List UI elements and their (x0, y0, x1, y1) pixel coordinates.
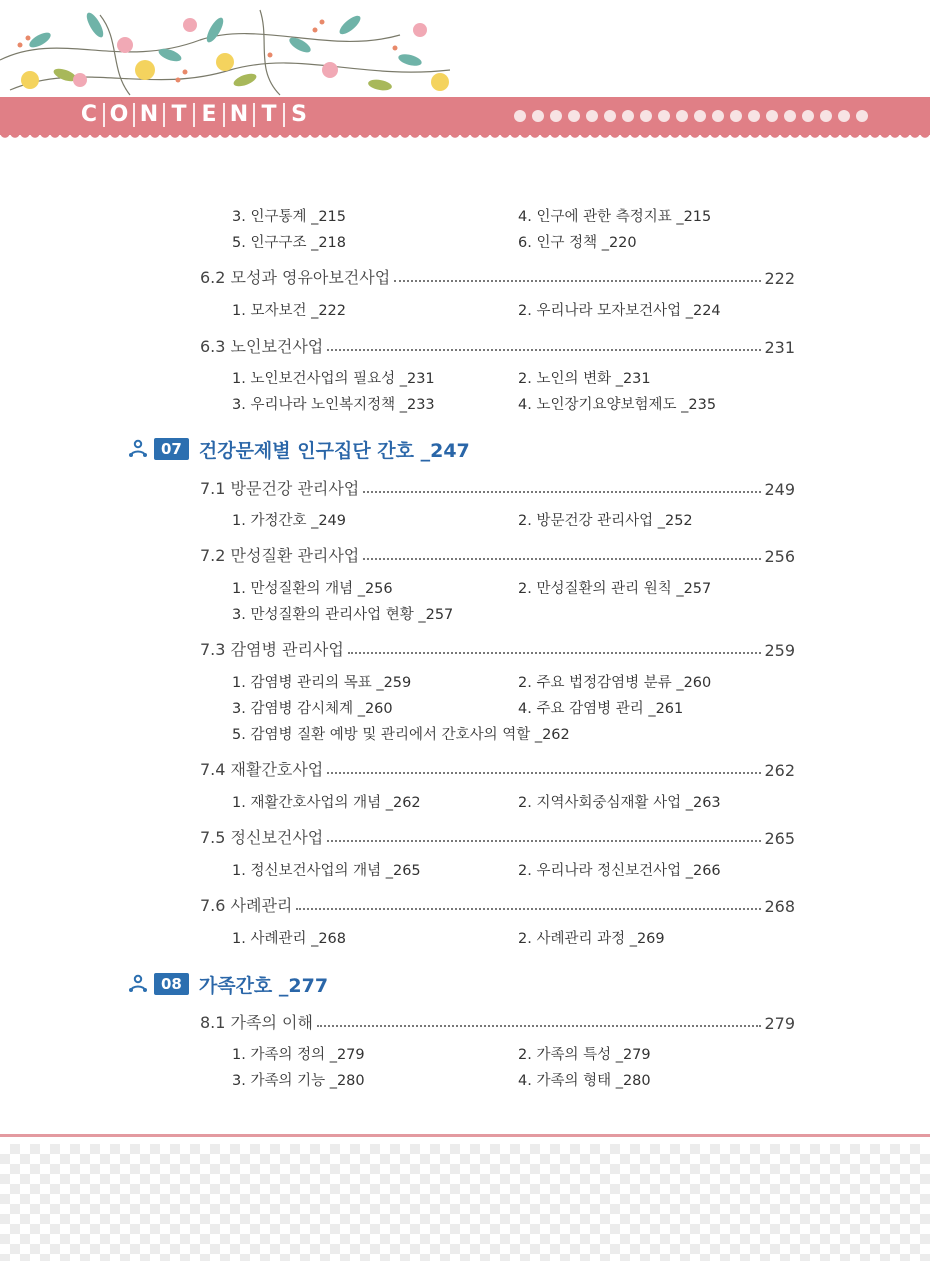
section-heading[interactable] (200, 826, 795, 848)
chapter-number: 08 (154, 973, 189, 995)
section-title: 7.1 방문건강 관리사업 (200, 479, 360, 498)
section-page: 268 (764, 897, 795, 916)
toc-entry[interactable]: 1. 노인보건사업의 필요성 _231 (232, 371, 435, 387)
chapter-number: 07 (154, 438, 189, 460)
section-title: 6.3 노인보건사업 (200, 337, 324, 356)
section-page: 231 (764, 338, 795, 357)
dot-leader (363, 491, 761, 493)
toc-entry[interactable]: 2. 우리나라 모자보건사업 _224 (518, 303, 721, 319)
section-page: 222 (764, 269, 795, 288)
section-title: 7.6 사례관리 (200, 896, 293, 915)
dot-leader (317, 1025, 762, 1027)
section-heading[interactable] (200, 758, 795, 780)
toc-entry[interactable]: 3. 인구통계 _215 (232, 209, 347, 225)
toc-entry[interactable]: 5. 인구구조 _218 (232, 235, 347, 251)
toc-entry[interactable]: 2. 만성질환의 관리 원칙 _257 (518, 581, 712, 597)
section-page: 265 (764, 829, 795, 848)
chapter-title: 건강문제별 인구집단 간호 _247 (198, 439, 470, 462)
chapter-heading[interactable] (128, 970, 328, 998)
toc-entry-row (232, 231, 812, 252)
toc-entry[interactable]: 4. 주요 감염병 관리 _261 (518, 701, 684, 717)
footer-divider (0, 1134, 930, 1137)
section-title: 7.2 만성질환 관리사업 (200, 546, 360, 565)
toc-entry-row (232, 671, 812, 692)
title-letter: O (109, 102, 129, 127)
chapter-heading[interactable] (128, 435, 470, 463)
dot-leader (327, 840, 761, 842)
toc-entry-row (232, 603, 812, 624)
title-letter: S (291, 102, 307, 127)
dot-leader (327, 772, 761, 774)
toc-entry-row (232, 509, 812, 530)
toc-entry-row (232, 205, 812, 226)
dot-leader (296, 908, 761, 910)
contents-title (78, 101, 310, 129)
toc-entry[interactable]: 1. 정신보건사업의 개념 _265 (232, 863, 421, 879)
toc-entry[interactable]: 2. 사례관리 과정 _269 (518, 931, 665, 947)
toc-entry-row (232, 723, 812, 744)
section-page: 262 (764, 761, 795, 780)
toc-entry[interactable]: 1. 감염병 관리의 목표 _259 (232, 675, 412, 691)
toc-entry[interactable]: 2. 우리나라 정신보건사업 _266 (518, 863, 721, 879)
title-letter: T (171, 102, 187, 127)
toc-entry-row (232, 859, 812, 880)
toc-entry[interactable]: 1. 가정간호 _249 (232, 513, 347, 529)
toc-entry[interactable]: 6. 인구 정책 _220 (518, 235, 637, 251)
section-title: 7.5 정신보건사업 (200, 828, 324, 847)
toc-entry-row (232, 1069, 812, 1090)
title-letter: C (80, 102, 98, 127)
dot-leader (363, 558, 761, 560)
toc-entry[interactable]: 4. 노인장기요양보험제도 _235 (518, 397, 717, 413)
toc-entry[interactable]: 3. 가족의 기능 _280 (232, 1073, 365, 1089)
toc-entry[interactable]: 1. 모자보건 _222 (232, 303, 347, 319)
section-heading[interactable] (200, 894, 795, 916)
title-letter: N (139, 102, 159, 127)
toc-entry[interactable]: 2. 가족의 특성 _279 (518, 1047, 651, 1063)
title-letter: N (229, 102, 249, 127)
toc-entry[interactable]: 5. 감염병 질환 예방 및 관리에서 간호사의 역할 _262 (232, 727, 570, 743)
section-page: 259 (764, 641, 795, 660)
toc-entry-row (232, 791, 812, 812)
person-group-icon (128, 439, 148, 459)
section-heading[interactable] (200, 335, 795, 357)
section-heading[interactable] (200, 638, 795, 660)
toc-entry-row (232, 697, 812, 718)
person-group-icon (128, 974, 148, 994)
title-letter: E (201, 102, 217, 127)
toc-entry[interactable]: 1. 가족의 정의 _279 (232, 1047, 365, 1063)
section-page: 256 (764, 547, 795, 566)
banner-dots (514, 110, 868, 122)
toc-entry[interactable]: 4. 인구에 관한 측정지표 _215 (518, 209, 712, 225)
toc-entry[interactable]: 2. 지역사회중심재활 사업 _263 (518, 795, 721, 811)
section-heading[interactable] (200, 477, 795, 499)
section-title: 7.4 재활간호사업 (200, 760, 324, 779)
section-heading[interactable] (200, 1011, 795, 1033)
toc-entry-row (232, 577, 812, 598)
toc-entry[interactable]: 4. 가족의 형태 _280 (518, 1073, 651, 1089)
toc-entry[interactable]: 3. 감염병 감시체계 _260 (232, 701, 393, 717)
section-heading[interactable] (200, 266, 795, 288)
toc-entry[interactable]: 2. 노인의 변화 _231 (518, 371, 651, 387)
toc-entry[interactable]: 1. 사례관리 _268 (232, 931, 347, 947)
footer-checker-pattern (0, 1144, 930, 1261)
toc-entry[interactable]: 1. 만성질환의 개념 _256 (232, 581, 393, 597)
toc-entry[interactable]: 3. 만성질환의 관리사업 현황 _257 (232, 607, 454, 623)
section-heading[interactable] (200, 544, 795, 566)
toc-entry-row (232, 367, 812, 388)
section-title: 7.3 감염병 관리사업 (200, 640, 344, 659)
toc-entry-row (232, 927, 812, 948)
toc-entry[interactable]: 1. 재활간호사업의 개념 _262 (232, 795, 421, 811)
toc-entry-row (232, 393, 812, 414)
toc-entry[interactable]: 3. 우리나라 노인복지정책 _233 (232, 397, 435, 413)
toc-entry-row (232, 299, 812, 320)
toc-entry-row (232, 1043, 812, 1064)
section-title: 6.2 모성과 영유아보건사업 (200, 268, 391, 287)
dot-leader (348, 652, 762, 654)
toc-entry[interactable]: 2. 방문건강 관리사업 _252 (518, 513, 693, 529)
banner-scallop (0, 133, 930, 141)
chapter-title: 가족간호 _277 (198, 974, 329, 997)
dot-leader (327, 349, 761, 351)
dot-leader (394, 280, 761, 282)
floral-decoration (0, 0, 470, 104)
section-title: 8.1 가족의 이해 (200, 1013, 313, 1032)
section-page: 249 (764, 480, 795, 499)
toc-entry[interactable]: 2. 주요 법정감염병 분류 _260 (518, 675, 712, 691)
section-page: 279 (764, 1014, 795, 1033)
title-letter: T (261, 102, 277, 127)
